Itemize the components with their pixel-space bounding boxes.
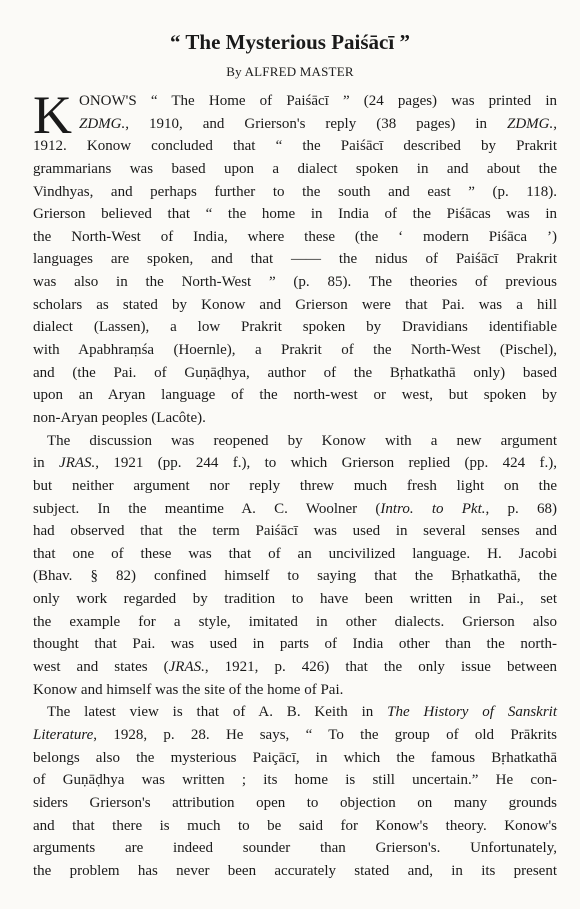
text-line: Literature, 1928, p. 28. He says, “ To the group of old Prākrits [33,726,557,743]
text-line: (Bhav. § 82) confined himself to saying that the Bṛhatkathā, the [33,568,557,585]
text-line: in JRAS., 1921 (pp. 244 f.), to which Grierson replied (pp. 424 f.), [33,455,557,472]
text-line: 1912. Konow concluded that “ the Paiśācī described by Prakrit [33,138,557,155]
text-line: west and states (JRAS., 1921, p. 426) that the only issue between [33,659,557,676]
text-line: but neither argument nor reply threw much fresh light on the [33,477,557,494]
text-line: and (the Pai. of Guṇāḍhya, author of the Bṛhatkathā only) based [33,364,557,381]
article-title: “ The Mysterious Paiśācī ” [170,30,410,54]
article-body [33,85,557,882]
text-line: and that there is much to be said for Konow's theory. Konow's [33,817,557,834]
text-line: subject. In the meantime A. C. Woolner (Intro. to Pkt., p. 68) [33,500,557,517]
text-line: grammarians was based upon a dialect spoken in and about the [33,160,557,177]
text-line: dialect (Lassen), a low Prakrit spoken by Dravidians identifiable [33,319,557,336]
text-line: The discussion was reopened by Konow with a new argument [47,432,557,449]
text-line: of Guṇāḍhya was written ; its home is still uncertain.” He con- [33,772,557,789]
text-line: belongs also the mysterious Paiçācī, in which the famous Bṛhatkathā [33,749,557,766]
text-line: was also in the North-West ” (p. 85). The theories of previous [33,274,557,291]
text-line: with Apabhraṃśa (Hoernle), a Prakrit of the North-West (Pischel), [33,342,557,359]
text-line: that one of these was that of an uncivilized language. H. Jacobi [33,545,557,562]
text-line: non-Aryan peoples (Lacôte). [33,409,206,426]
text-line: upon an Aryan language of the north-west or west, but spoken by [33,387,557,404]
text-line: arguments are indeed sounder than Grierson's. Unfortunately, [33,840,557,857]
text-line: ZDMG., 1910, and Grierson's reply (38 pages) in ZDMG., [79,115,557,132]
text-line: Vindhyas, and perhaps further to the south and east ” (p. 118). [33,183,557,200]
text-line: the example for a style, imitated in other dialects. Grierson also [33,613,557,630]
text-line: The latest view is that of A. B. Keith in The History of Sanskrit [47,704,557,721]
text-line: scholars as stated by Konow and Grierson were that Pai. was a hill [33,296,557,313]
text-line: the North-West of India, where these (the ‘ modern Piśāca ’) [33,228,557,245]
text-line: Konow and himself was the site of the home of Pai. [33,681,344,698]
text-line: ONOW'S “ The Home of Paiśācī ” (24 pages) was printed in [79,93,557,109]
text-line: languages are spoken, and that —— the nidus of Paiśācī Prakrit [33,251,557,268]
text-line: had observed that the term Paiśācī was used in several senses and [33,523,557,540]
text-line: only work regarded by tradition to have been written in Pai., set [33,591,557,608]
author-byline: By ALFRED MASTER [226,64,354,79]
text-line: thought that Pai. was used in parts of India other than the north- [33,636,557,653]
text-line: the problem has never been accurately stated and, in its present [33,862,557,879]
text-line: siders Grierson's attribution open to objection on many grounds [33,794,557,811]
text-line: Grierson believed that “ the home in India of the Piśācas was in [33,206,557,223]
drop-cap: K [33,85,72,145]
